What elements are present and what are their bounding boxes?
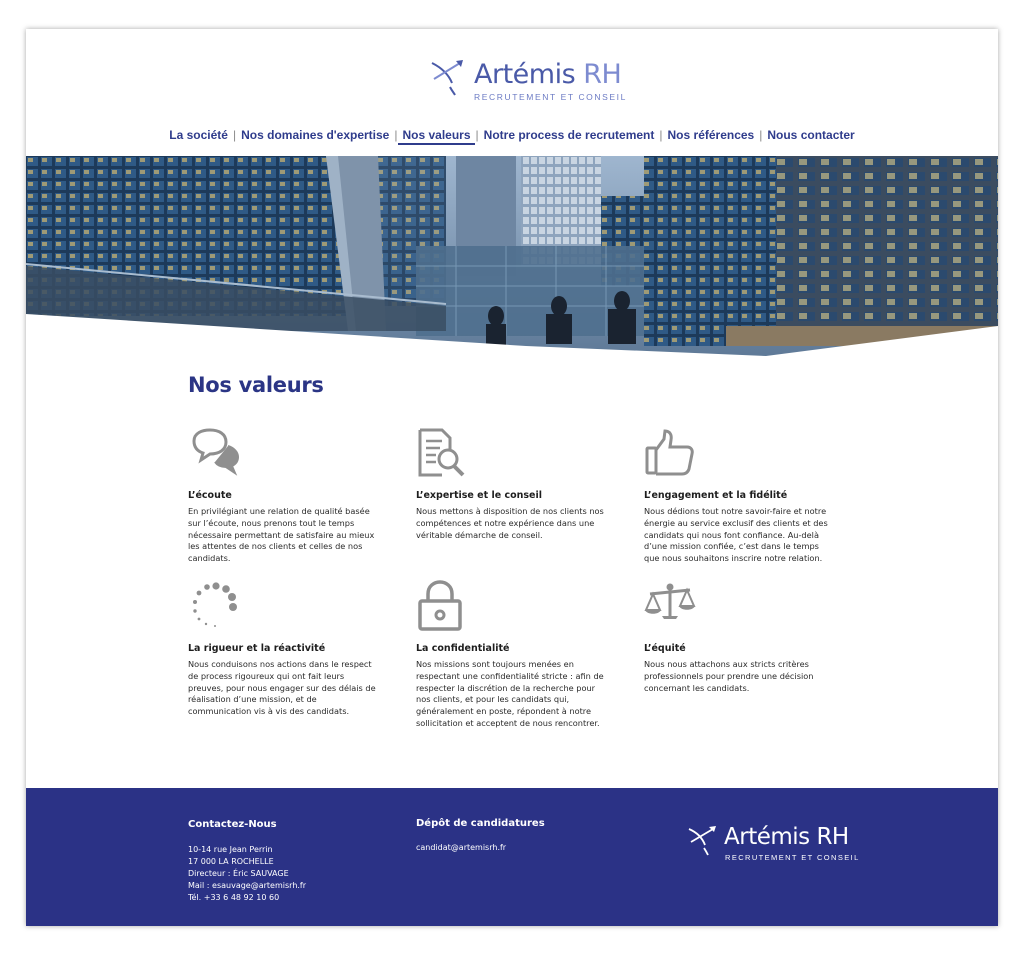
footer-logo-wordmark [724,824,849,850]
value-card-expertise [416,427,608,540]
footer-logo-tagline: RECRUTEMENT ET CONSEIL [725,853,860,862]
value-title: La confidentialité [416,643,510,654]
contact-director: Directeur : Éric SAUVAGE [188,869,289,878]
value-card-equite [644,580,836,693]
value-description: Nous mettons à disposition de nos clients nos compétences et notre expérience dans une véritable démarche de conseil. [416,506,604,540]
logo-tagline: RECRUTEMENT ET CONSEIL [474,92,627,102]
value-card-confidentialite [416,580,608,728]
footer-logo-name-suffix: RH [809,824,849,850]
nav-separator: | [659,128,663,142]
padlock-icon [416,580,468,632]
value-description: Nous conduisons nos actions dans le respect de process rigoureux qui ont fait leurs preuves, pour nous engager sur des délais de réalisation d’une mission, et de communication vis à vis des candidats. [188,659,376,717]
archer-logo-icon [688,824,718,856]
archer-logo-icon [430,57,466,97]
nav-item-nos-references[interactable]: Nos références [667,128,755,142]
thumbs-up-icon [644,427,696,479]
main-nav [26,128,998,145]
nav-item-nos-valeurs[interactable]: Nos valeurs [398,128,474,145]
hero-banner-image [26,156,998,361]
value-title: L’équité [644,643,686,654]
value-title: L’écoute [188,490,232,501]
contact-address-street: 10-14 rue Jean Perrin [188,845,273,854]
value-description: En privilégiant une relation de qualité basée sur l’écoute, nous prenons tout le temps nécessaire permettant de satisfaire au mieux les attentes de nos clients et celles de nos candidats. [188,506,375,564]
scales-icon [644,580,696,632]
nav-item-nous-contacter[interactable]: Nous contacter [767,128,855,142]
footer-logo-name-main: Artémis [724,824,810,850]
contact-phone-link[interactable]: Tél. +33 6 48 92 10 60 [188,893,280,902]
nav-item-process-recrutement[interactable]: Notre process de recrutement [483,128,655,142]
nav-separator: | [394,128,398,142]
site-logo[interactable] [430,57,627,107]
site-footer [26,788,998,926]
value-description: Nous dédions tout notre savoir-faire et notre énergie au service exclusif des clients et des candidats qui nous font confiance. Au-delà d’une mission confiée, c’est dans le temps que nous souhaitons inscrire notre relation. [644,506,828,564]
document-search-icon [416,427,468,479]
value-description: Nos missions sont toujours menées en respectant une confidentialité stricte : afin de respecter la discrétion de la recherche pour nos clients, et pour les candidats qui, généralement en poste, répondent à notre sollicitation et acceptent de nous rencontrer. [416,659,604,728]
page-title: Nos valeurs [188,373,324,397]
contact-address-city: 17 000 LA ROCHELLE [188,857,274,866]
applications-email-link[interactable]: candidat@artemisrh.fr [416,843,507,852]
contact-heading: Contactez-Nous [188,819,277,830]
nav-separator: | [232,128,237,142]
footer-logo[interactable] [688,824,860,864]
page-frame [26,29,998,926]
value-title: L’expertise et le conseil [416,490,543,501]
value-card-ecoute [188,427,380,564]
nav-item-domaines-expertise[interactable]: Nos domaines d'expertise [241,128,390,142]
value-description: Nous nous attachons aux stricts critères professionnels pour prendre une décision concernant les candidats. [644,659,814,693]
nav-separator: | [475,128,479,142]
nav-item-la-societe[interactable]: La société [169,128,228,142]
chat-bubbles-icon [188,427,240,479]
logo-wordmark [474,59,621,90]
nav-separator: | [759,128,763,142]
applications-heading: Dépôt de candidatures [416,818,545,829]
value-card-rigueur [188,580,380,717]
value-title: La rigueur et la réactivité [188,643,326,654]
value-title: L’engagement et la fidélité [644,490,788,501]
loading-spinner-icon [188,580,240,632]
logo-name-main: Artémis [474,59,576,90]
value-card-engagement [644,427,836,564]
contact-email-link[interactable]: Mail : esauvage@artemisrh.fr [188,881,307,890]
logo-name-suffix: RH [575,59,622,90]
